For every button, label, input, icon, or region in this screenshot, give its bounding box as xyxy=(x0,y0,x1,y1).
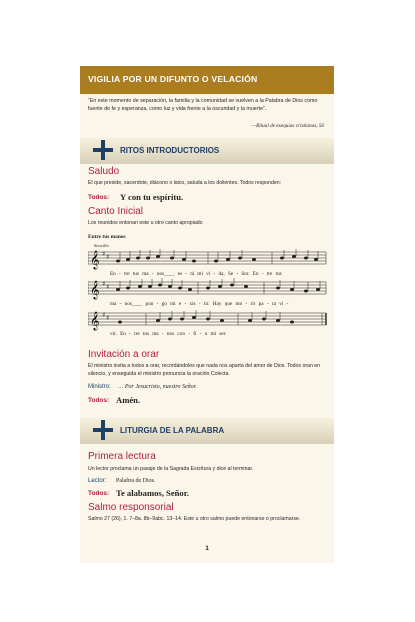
svg-text:♯: ♯ xyxy=(106,253,110,261)
salmo-heading: Salmo responsorial xyxy=(88,502,174,513)
song-title: Entre tus manos xyxy=(88,234,126,240)
music-staff-3 xyxy=(88,309,328,331)
lyric-line-2: ma - nos____ pon - go mi e - xis - tir. Hay que mo - rir pa - ra vi - xyxy=(110,301,289,307)
canto-heading: Canto Inicial xyxy=(88,206,144,217)
primera-heading: Primera lectura xyxy=(88,451,156,462)
page-number: 1 xyxy=(205,545,209,552)
primera-todos-label: Todos: xyxy=(88,490,110,497)
invitacion-heading: Invitación a orar xyxy=(88,349,160,360)
saludo-heading: Saludo xyxy=(88,166,120,177)
section-ritos-label: RITOS INTRODUCTORIOS xyxy=(120,146,220,155)
page-title: VIGILIA POR UN DIFUNTO O VELACIÓN xyxy=(88,74,258,84)
svg-text:♯: ♯ xyxy=(102,280,106,288)
svg-text:𝄞: 𝄞 xyxy=(90,280,100,299)
title-bar xyxy=(80,66,334,94)
primera-text: Un lector proclama un pasaje de la Sagrada Escritura y dice al terminar. xyxy=(88,466,254,472)
invitacion-text: El ministro invita a todos a orar, recordándoles que nada nos aparta del amor de Dios. Todos oran en silencio, y enseguida el ministro pronuncia la oración Colecta. xyxy=(88,363,321,377)
ministro-text: … Por Jesucristo, nuestro Señor. xyxy=(118,384,197,390)
svg-text:♯: ♯ xyxy=(106,283,110,291)
booklet-page xyxy=(80,66,334,563)
lyric-line-3: vir. En - tre tus ma - nos con - fí - o mi ser. xyxy=(110,331,227,337)
lector-text: Palabra de Dios. xyxy=(116,478,156,484)
saludo-todos-response: Y con tu espíritu. xyxy=(120,192,184,202)
section-liturgia-label: LITURGIA DE LA PALABRA xyxy=(120,426,225,435)
intro-attribution: —Ritual de exequias cristianas, 56 xyxy=(251,123,324,129)
music-staff-1 xyxy=(88,248,328,270)
invitacion-todos-label: Todos: xyxy=(88,397,110,404)
svg-text:♯: ♯ xyxy=(106,314,110,322)
ministro-label: Ministro: xyxy=(88,384,111,390)
cross-icon xyxy=(93,140,113,160)
svg-text:𝄞: 𝄞 xyxy=(90,311,100,330)
saludo-text: El que preside, sacerdote, diácono o laico, saluda a los dolientes. Todos responden: xyxy=(88,180,282,186)
intro-quote: “En este momento de separación, la familia y la comunidad se vuelven a la Palabra de Dios como fuente de fe y esperanza, como luz y vida frente a la oscuridad y la muerte”. xyxy=(88,98,318,112)
invitacion-todos-response: Amén. xyxy=(116,395,141,405)
lyric-line-1: En - tre tus ma - nos____ es - tá mi vi - da, Se - ñor. En - tre tus xyxy=(110,271,282,277)
svg-text:♯: ♯ xyxy=(102,250,106,258)
section-liturgia xyxy=(80,418,334,444)
lector-label: Lector: xyxy=(88,478,107,484)
song-tempo: Sencillo xyxy=(94,243,109,248)
music-staff-2 xyxy=(88,278,328,300)
canto-text: Los reunidos entonan este u otro canto apropiado xyxy=(88,220,203,226)
saludo-todos-label: Todos: xyxy=(88,194,110,201)
primera-todos-response: Te alabamos, Señor. xyxy=(116,488,189,498)
salmo-text: Salmo 27 (26), 1. 7–8a. 8b–9abc. 13–14. Este u otro salmo puede entonarse o proclamarse. xyxy=(88,516,301,522)
cross-icon xyxy=(93,420,113,440)
svg-text:𝄞: 𝄞 xyxy=(90,250,100,269)
section-ritos xyxy=(80,138,334,164)
svg-text:♯: ♯ xyxy=(102,311,106,319)
